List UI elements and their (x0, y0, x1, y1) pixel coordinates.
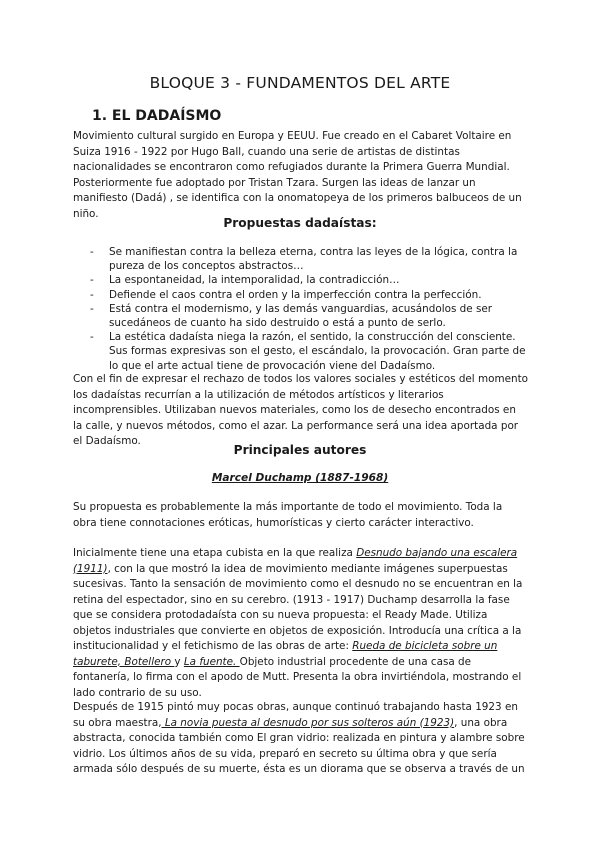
text-run: Después de 1915 pintó muy pocas obras, aunque continuó trabajando hasta 1923 en su obra maestra, (73, 701, 518, 729)
list-item-text: Está contra el modernismo, y las demás vanguardias, acusándolos de ser sucedáneos de cuanto ha sido destruido o está a punto de serlo. (109, 302, 493, 330)
list-item-text: Defiende el caos contra el orden y la imperfección contra la perfección. (109, 288, 482, 301)
text-run: Objeto industrial procedente de una casa de fontanería, lo firma con el apodo de Mutt. Presenta la obra invirtiéndola, mostrando el lado contrario de su uso. (73, 655, 522, 699)
author-paragraph-1: Su propuesta es probablemente la más importante de todo el movimiento. Toda la obra tiene connotaciones eróticas, humorísticas y cierto carácter interactivo. (73, 501, 503, 529)
bullet-marker: - (90, 331, 94, 344)
list-item (73, 273, 533, 287)
list-item (73, 245, 533, 273)
intro-paragraph: Movimiento cultural surgido en Europa y EEUU. Fue creado en el Cabaret Voltaire en Suiza 1916 - 1922 por Hugo Ball, cuando una serie de artistas de distintas nacionalidades se encontraron como refugiados durante la Primera Guerra Mundial. Posteriormente fue adoptado por Tristan Tzara. Surgen las ideas de lanzar un manifiesto (Dadá) , se identifica con la onomatopeya de los primeros balbuceos de un niño. (73, 130, 522, 220)
after-list-paragraph: Con el fin de expresar el rechazo de todos los valores sociales y estéticos del momento los dadaístas recurrían a la utilización de métodos artísticos y literarios incomprensibles. Utilizaban nuevos materiales, como los de desecho encontrados en la calle, y nuevos métodos, como el azar. La performance será una idea aportada por el Dadaísmo. (73, 373, 529, 447)
text-run: , una obra abstracta, conocida también como El gran vidrio: realizada en pintura y alambre sobre vidrio. Los últimos años de su vida, preparó en secreto su última obra y que sería armada sólo después de su muerte, ésta es un diorama que se observa a través de un (73, 716, 525, 775)
bullet-marker: - (90, 246, 94, 258)
proposals-heading: Propuestas dadaístas: (223, 216, 377, 230)
artwork-title: Rueda de bicicleta sobre un taburete, Botellero (73, 640, 498, 668)
artwork-title: La novia puesta al desnudo por sus solteros aún (1923) (161, 716, 455, 729)
page-title: BLOQUE 3 - FUNDAMENTOS DEL ARTE (149, 74, 451, 92)
text-run: Inicialmente tiene una etapa cubista en la que realiza (73, 547, 357, 559)
list-item-text: La estética dadaísta niega la razón, el sentido, la construcción del consciente. Sus formas expresivas son el gesto, el escándalo, la provocación. Gran parte de lo que el arte actual tiene de provocación viene del Dadaísmo. (109, 331, 526, 372)
bullet-marker: - (90, 302, 94, 315)
list-item (73, 302, 533, 330)
author-paragraph-3 (73, 700, 528, 778)
section-heading: 1. EL DADAÍSMO (92, 108, 222, 124)
list-item (73, 330, 533, 373)
list-item-text: La espontaneidad, la intemporalidad, la contradicción… (109, 274, 400, 287)
authors-heading: Principales autores (233, 443, 367, 457)
list-item-text: Se manifiestan contra la belleza eterna, contra las leyes de la lógica, contra la pureza de los conceptos abstractos… (109, 246, 518, 273)
bullet-marker: - (90, 274, 94, 287)
bullet-marker: - (90, 288, 94, 301)
text-run: y (174, 655, 184, 668)
artwork-title: La fuente. (183, 655, 240, 668)
author-paragraph-2 (73, 546, 528, 701)
text-run: , con la que mostró la idea de movimiento mediante imágenes superpuestas sucesivas. Tanto la sensación de movimiento como el desnudo no se encuentran en la retina del espectador, sino en su cerebro. (1913 - 1917) Duchamp desarrolla la fase que se considera protodadaísta con su nueva propuesta: el Ready Made. Utiliza objetos industriales que convierte en objetos de exposición. Introducía una crítica a la institucionalidad y el fetichismo de las obras de arte: (73, 562, 523, 652)
proposals-list (73, 245, 533, 373)
list-item (73, 288, 533, 302)
author-heading: Marcel Duchamp (1887-1968) (211, 472, 389, 484)
artwork-title: Desnudo bajando una escalera (1911) (73, 547, 518, 575)
